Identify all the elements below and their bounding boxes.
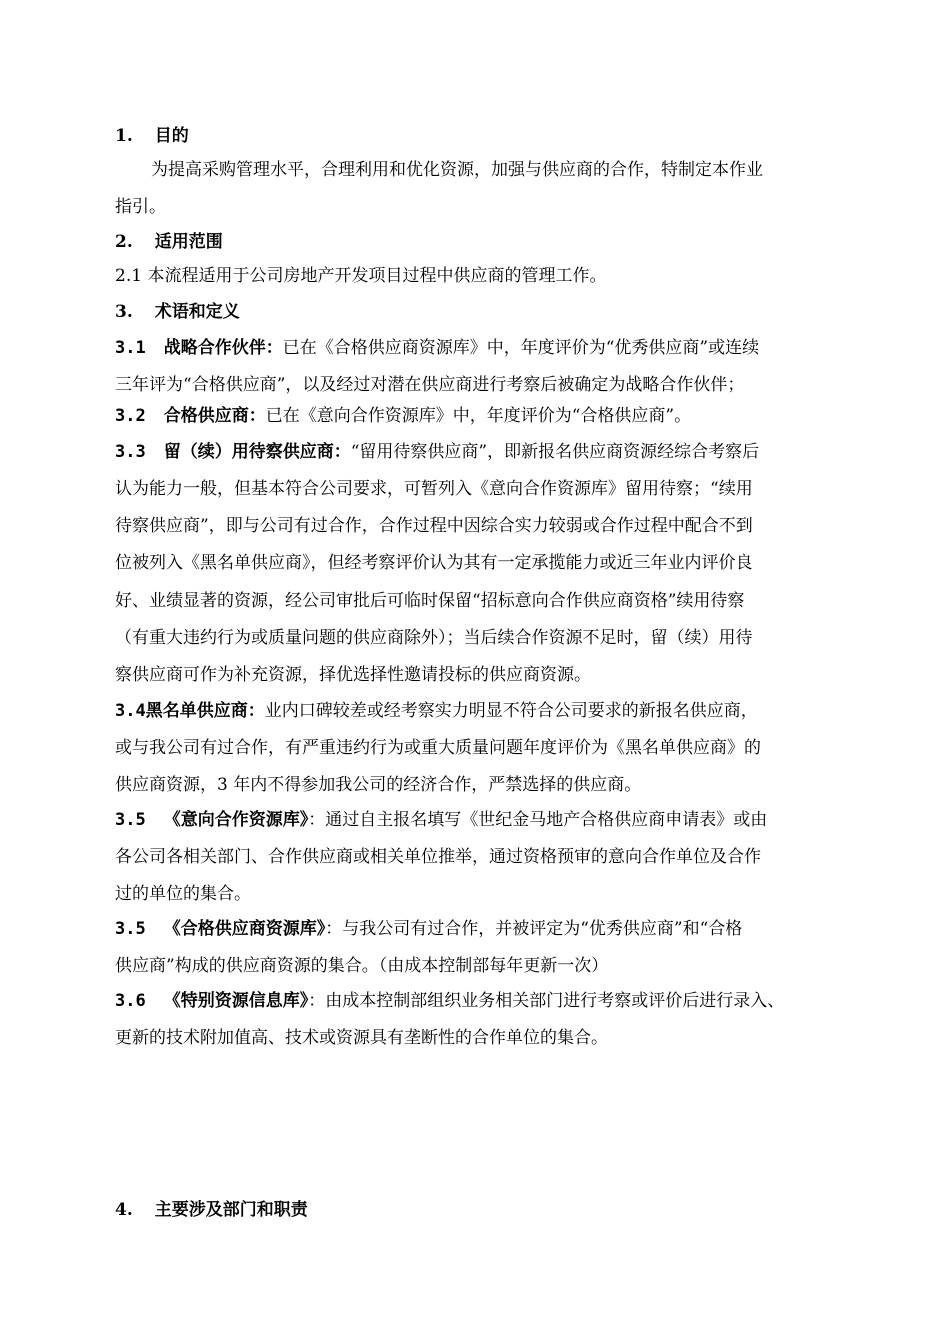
section-title: 适用范围 bbox=[154, 232, 223, 252]
term-text: 已在《合格供应商资源库》中，年度评价为“优秀供应商”或连续 bbox=[282, 338, 760, 358]
section-heading-departments bbox=[115, 1198, 875, 1222]
term-number: 3.2 bbox=[115, 406, 146, 426]
term-text: 业内口碑较差或经考察实力明显不符合公司要求的新报名供应商， bbox=[264, 701, 758, 721]
section-number: 1. bbox=[115, 126, 133, 146]
paragraph-line: 各公司各相关部门、合作供应商或相关单位推举，通过资格预审的意向合作单位及合作 bbox=[115, 847, 761, 867]
paragraph-line: 察供应商可作为补充资源，择优选择性邀请投标的供应商资源。 bbox=[115, 665, 591, 685]
section-title: 术语和定义 bbox=[154, 302, 240, 322]
term-number: 3.1 bbox=[115, 338, 146, 358]
section-heading-terms bbox=[115, 300, 875, 324]
paragraph-line: （有重大违约行为或质量问题的供应商除外）；当后续合作资源不足时，留（续）用待 bbox=[115, 628, 753, 648]
paragraph-line: 位被列入《黑名单供应商》，但经考察评价认为其有一定承揽能力或近三年业内评价良 bbox=[115, 553, 753, 573]
term-definition-3-3 bbox=[115, 440, 875, 464]
paragraph-line: 或与我公司有过合作，有严重违约行为或重大质量问题年度评价为《黑名单供应商》的 bbox=[115, 738, 761, 758]
paragraph-line: 供应商”构成的供应商资源的集合。（由成本控制部每年更新一次） bbox=[115, 956, 609, 976]
term-number: 3.6 bbox=[115, 991, 146, 1011]
section-heading-scope bbox=[115, 230, 875, 254]
term-definition-3-5-intent bbox=[115, 808, 875, 832]
term-name: 黑名单供应商： bbox=[145, 701, 265, 721]
term-name: 留（续）用待察供应商： bbox=[163, 442, 351, 462]
paragraph-line: 指引。 bbox=[115, 197, 166, 217]
term-name: 《特别资源信息库》 bbox=[163, 991, 309, 1011]
paragraph-line: 供应商资源，3 年内不得参加我公司的经济合作，严禁选择的供应商。 bbox=[115, 775, 642, 795]
section-number: 3. bbox=[115, 302, 133, 322]
section-title: 目的 bbox=[154, 126, 189, 146]
paragraph-line: 好、业绩显著的资源，经公司审批后可临时保留“招标意向合作供应商资格”续用待察 bbox=[115, 591, 745, 611]
term-name: 《意向合作资源库》 bbox=[163, 810, 309, 830]
paragraph-line: 待察供应商”，即与公司有过合作，合作过程中因综合实力较弱或合作过程中配合不到 bbox=[115, 516, 753, 536]
section-heading-purpose bbox=[115, 124, 875, 148]
paragraph-line: 三年评为“合格供应商”，以及经过对潜在供应商进行考察后被确定为战略合作伙伴； bbox=[115, 375, 745, 395]
term-definition-3-5-qualified bbox=[115, 917, 875, 941]
term-number: 3.3 bbox=[115, 442, 146, 462]
term-name: 《合格供应商资源库》 bbox=[163, 919, 326, 939]
term-text: ：由成本控制部组织业务相关部门进行考察或评价后进行录入、 bbox=[308, 991, 785, 1011]
paragraph-line: 认为能力一般，但基本符合公司要求，可暂列入《意向合作资源库》留用待察；“续用 bbox=[115, 479, 753, 499]
term-text: ：通过自主报名填写《世纪金马地产合格供应商申请表》或由 bbox=[308, 810, 768, 830]
term-number: 3.5 bbox=[115, 919, 146, 939]
term-text: ：与我公司有过合作，并被评定为“优秀供应商”和“合格 bbox=[325, 919, 743, 939]
paragraph-line: 更新的技术附加值高、技术或资源具有垄断性的合作单位的集合。 bbox=[115, 1028, 608, 1048]
term-definition-3-4 bbox=[115, 699, 875, 723]
section-title: 主要涉及部门和职责 bbox=[154, 1200, 308, 1220]
term-text: 已在《意向合作资源库》中，年度评价为“合格供应商”。 bbox=[265, 406, 692, 426]
term-name: 合格供应商： bbox=[163, 406, 266, 426]
term-number: 3.5 bbox=[115, 810, 146, 830]
term-definition-3-1 bbox=[115, 336, 875, 360]
section-number: 2. bbox=[115, 232, 133, 252]
term-definition-3-2 bbox=[115, 404, 875, 428]
term-number: 3.4 bbox=[115, 701, 146, 721]
term-text: “留用待察供应商”，即新报名供应商资源经综合考察后 bbox=[350, 442, 760, 462]
paragraph-line: 过的单位的集合。 bbox=[115, 884, 251, 904]
section-number: 4. bbox=[115, 1200, 133, 1220]
paragraph-line: 为提高采购管理水平，合理利用和优化资源，加强与供应商的合作，特制定本作业 bbox=[151, 160, 763, 180]
paragraph-line: 2.1 本流程适用于公司房地产开发项目过程中供应商的管理工作。 bbox=[115, 266, 607, 286]
term-name: 战略合作伙伴： bbox=[163, 338, 283, 358]
term-definition-3-6 bbox=[115, 989, 875, 1013]
